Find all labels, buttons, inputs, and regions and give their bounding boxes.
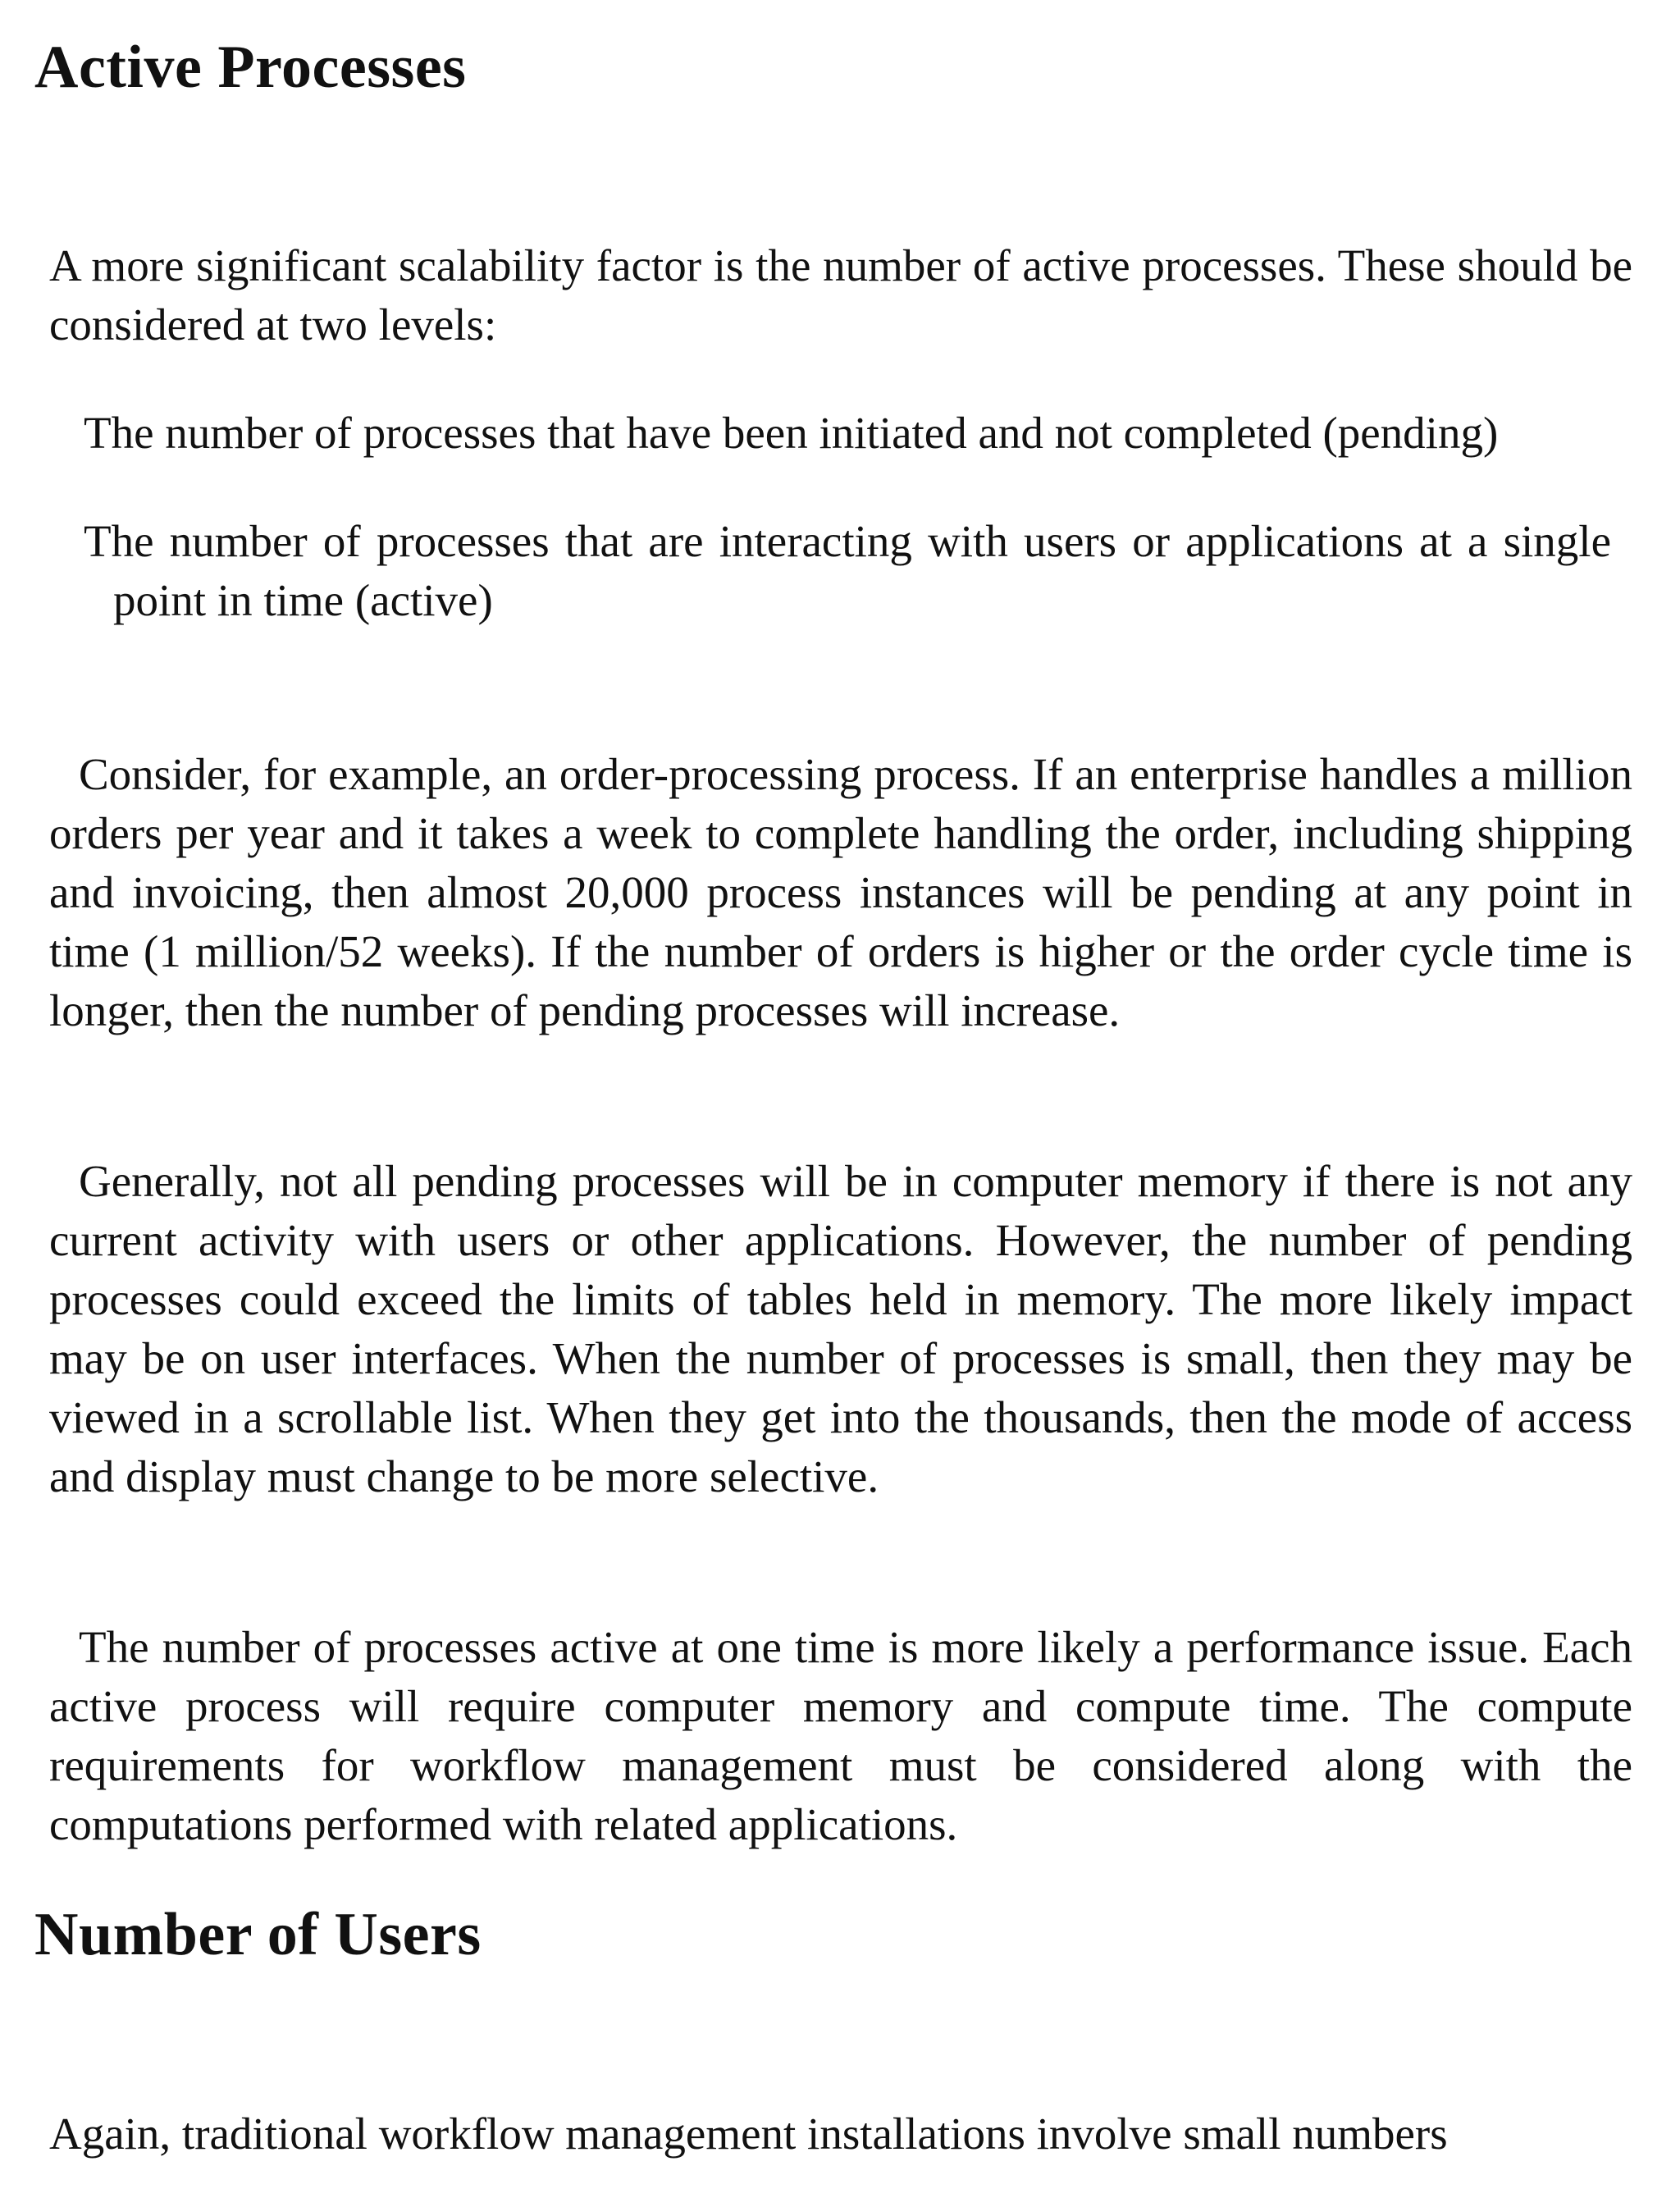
paragraph-performance: The number of processes active at one time is more likely a performance issue. Each active process will require computer memory and compute time. The compute requirements for workflow management must be considered along with the computations performed with related applications.	[49, 1622, 1632, 1849]
paragraph-pending-memory: Generally, not all pending processes will be in computer memory if there is not any current activity with users or other applications. However, the number of pending processes could exceed the limits of tables held in memory. The more likely impact may be on user interfaces. When the number of processes is small, then they may be viewed in a scrollable list. When they get into the thousands, then the mode of access and display must change to be more selective.	[49, 1156, 1632, 1501]
paragraph-intro: A more significant scalability factor is the number of active processes. These should be considered at two levels:	[49, 240, 1632, 350]
paragraph-order-example: Consider, for example, an order-processing process. If an enterprise handles a million orders per year and it takes a week to complete handling the order, including shipping and invoicing, then almost 20,000 process instances will be pending at any point in time (1 million/52 weeks). If the number of orders is higher or the order cycle time is longer, then the number of pending processes will increase.	[49, 749, 1632, 1035]
list-item-pending: The number of processes that have been initiated and not completed (pending)	[84, 408, 1499, 458]
section-heading-number-of-users: Number of Users	[34, 1901, 482, 1968]
levels-list	[84, 404, 1611, 630]
list-item-active: The number of processes that are interacting with users or applications at a single point in time (active)	[84, 516, 1611, 625]
paragraph-users-intro: Again, traditional workflow management installations involve small numbers	[49, 2109, 1448, 2159]
section-heading-active-processes: Active Processes	[34, 34, 467, 101]
